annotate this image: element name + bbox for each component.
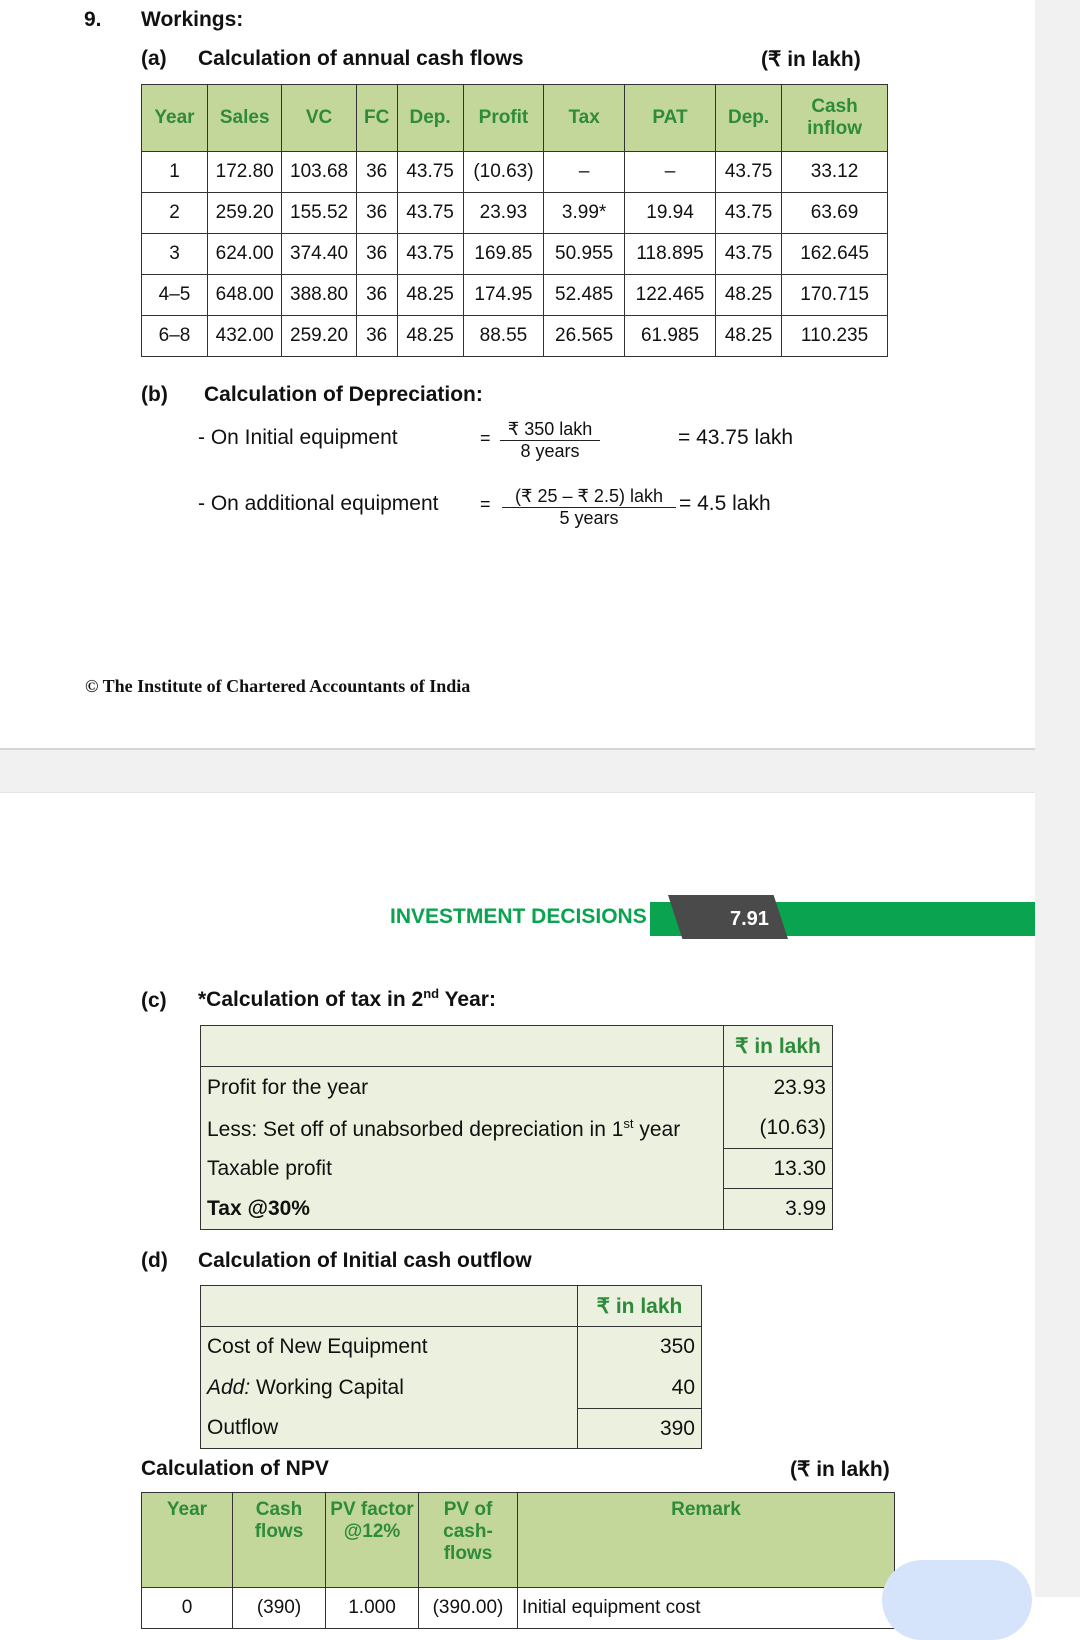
fraction-denominator: 5 years bbox=[559, 508, 619, 528]
cell: 103.68 bbox=[282, 152, 356, 193]
section-a-title: Calculation of annual cash flows bbox=[198, 47, 524, 70]
cash-flow-header-row bbox=[142, 85, 888, 152]
cell: 432.00 bbox=[208, 316, 282, 357]
cell: 50.955 bbox=[544, 234, 625, 275]
cell: 43.75 bbox=[716, 193, 782, 234]
row-value: 350 bbox=[578, 1327, 702, 1368]
cell: Initial equipment cost bbox=[518, 1588, 895, 1629]
cell: 6–8 bbox=[142, 316, 208, 357]
cell: 0 bbox=[142, 1588, 233, 1629]
col-header: Cash flows bbox=[233, 1493, 326, 1588]
label-text: year bbox=[633, 1117, 681, 1141]
table-row bbox=[142, 316, 888, 357]
cell: 624.00 bbox=[208, 234, 282, 275]
label-text: Less: Set off of unabsorbed depreciation in 1 bbox=[207, 1117, 624, 1141]
cell: 43.75 bbox=[716, 234, 782, 275]
cell: 48.25 bbox=[397, 275, 463, 316]
cell: 48.25 bbox=[716, 316, 782, 357]
fraction-denominator: 8 years bbox=[520, 441, 580, 461]
cell: 43.75 bbox=[716, 152, 782, 193]
table-row bbox=[142, 152, 888, 193]
dep-additional-fraction bbox=[502, 486, 676, 529]
blank-header bbox=[201, 1286, 578, 1327]
cell: 170.715 bbox=[782, 275, 888, 316]
npv-table bbox=[141, 1492, 895, 1629]
cell: 36 bbox=[356, 234, 397, 275]
cell: 88.55 bbox=[463, 316, 544, 357]
question-number: 9. bbox=[84, 8, 102, 31]
fraction-numerator: (₹ 25 – ₹ 2.5) lakh bbox=[502, 486, 676, 508]
npv-header-row bbox=[142, 1493, 895, 1588]
cell: 36 bbox=[356, 316, 397, 357]
unit-header: ₹ in lakh bbox=[724, 1026, 833, 1067]
floating-action-button[interactable] bbox=[882, 1560, 1032, 1640]
col-header: VC bbox=[282, 85, 356, 152]
cell: 110.235 bbox=[782, 316, 888, 357]
cell: 1 bbox=[142, 152, 208, 193]
cell: (390.00) bbox=[419, 1588, 518, 1629]
title-text: *Calculation of tax in 2 bbox=[198, 988, 424, 1011]
col-header: PV factor @12% bbox=[326, 1493, 419, 1588]
dep-initial-fraction bbox=[500, 419, 600, 462]
row-label: Taxable profit bbox=[201, 1149, 724, 1189]
section-b-label: (b) bbox=[141, 383, 168, 406]
label-italic: Add: bbox=[207, 1376, 251, 1399]
col-header: Profit bbox=[463, 85, 544, 152]
viewer-margin bbox=[1035, 0, 1080, 1597]
cell: 172.80 bbox=[208, 152, 282, 193]
table-row bbox=[142, 234, 888, 275]
cell: 374.40 bbox=[282, 234, 356, 275]
cell: (10.63) bbox=[463, 152, 544, 193]
section-a-label: (a) bbox=[141, 47, 167, 70]
equals-sign: = bbox=[480, 428, 491, 448]
row-label: Profit for the year bbox=[201, 1067, 724, 1109]
section-d-title: Calculation of Initial cash outflow bbox=[198, 1249, 532, 1272]
page-gap bbox=[0, 748, 1035, 793]
cell: 1.000 bbox=[326, 1588, 419, 1629]
title-sup: nd bbox=[423, 986, 440, 1001]
cell: 118.895 bbox=[624, 234, 715, 275]
row-value: 13.30 bbox=[724, 1149, 833, 1189]
cell: 36 bbox=[356, 275, 397, 316]
cell: – bbox=[544, 152, 625, 193]
dep-additional-result: = 4.5 lakh bbox=[679, 492, 771, 515]
npv-title: Calculation of NPV bbox=[141, 1457, 329, 1480]
section-c-title bbox=[198, 986, 496, 1012]
dep-additional-label: - On additional equipment bbox=[198, 492, 439, 515]
section-b-title: Calculation of Depreciation: bbox=[204, 383, 483, 406]
unit-header: ₹ in lakh bbox=[578, 1286, 702, 1327]
col-header: FC bbox=[356, 85, 397, 152]
cash-flow-table bbox=[141, 84, 888, 357]
row-value: (10.63) bbox=[724, 1109, 833, 1149]
cell: – bbox=[624, 152, 715, 193]
equals-sign: = bbox=[480, 494, 491, 514]
section-d-label: (d) bbox=[141, 1249, 168, 1272]
dep-initial-result: = 43.75 lakh bbox=[678, 426, 794, 449]
cell: 648.00 bbox=[208, 275, 282, 316]
copyright-footer: © The Institute of Chartered Accountants of India bbox=[85, 676, 471, 696]
cell: 4–5 bbox=[142, 275, 208, 316]
col-header: Year bbox=[142, 1493, 233, 1588]
col-header: Remark bbox=[518, 1493, 895, 1588]
cell: 23.93 bbox=[463, 193, 544, 234]
col-header: Year bbox=[142, 85, 208, 152]
cell: 3 bbox=[142, 234, 208, 275]
blank-header bbox=[201, 1026, 724, 1067]
cell: 174.95 bbox=[463, 275, 544, 316]
label-sup: st bbox=[623, 1115, 634, 1131]
col-header: Tax bbox=[544, 85, 625, 152]
cell: 33.12 bbox=[782, 152, 888, 193]
dep-initial-label: - On Initial equipment bbox=[198, 426, 398, 449]
table-row bbox=[142, 193, 888, 234]
cell: 2 bbox=[142, 193, 208, 234]
col-header: Sales bbox=[208, 85, 282, 152]
row-value: 390 bbox=[578, 1409, 702, 1449]
col-header: PV of cash-flows bbox=[419, 1493, 518, 1588]
cell: 48.25 bbox=[397, 316, 463, 357]
col-header: Dep. bbox=[716, 85, 782, 152]
row-label bbox=[201, 1109, 724, 1149]
cell: 52.485 bbox=[544, 275, 625, 316]
col-header: Cash inflow bbox=[782, 85, 888, 152]
workings-title: Workings: bbox=[141, 8, 244, 31]
col-header: PAT bbox=[624, 85, 715, 152]
cell: 26.565 bbox=[544, 316, 625, 357]
section-a-unit: (₹ in lakh) bbox=[761, 48, 861, 71]
cell: 155.52 bbox=[282, 193, 356, 234]
cell: 36 bbox=[356, 152, 397, 193]
row-label bbox=[201, 1368, 578, 1409]
npv-unit: (₹ in lakh) bbox=[790, 1458, 890, 1481]
cell: 61.985 bbox=[624, 316, 715, 357]
cell: 122.465 bbox=[624, 275, 715, 316]
row-value: 23.93 bbox=[724, 1067, 833, 1109]
table-row bbox=[142, 1588, 895, 1629]
cell: 162.645 bbox=[782, 234, 888, 275]
row-label: Tax @30% bbox=[201, 1189, 724, 1230]
col-header: Dep. bbox=[397, 85, 463, 152]
initial-outflow-table bbox=[200, 1285, 702, 1449]
page-number-tab bbox=[668, 895, 788, 939]
row-label: Cost of New Equipment bbox=[201, 1327, 578, 1368]
cell: 43.75 bbox=[397, 234, 463, 275]
label-text: Working Capital bbox=[250, 1376, 404, 1399]
cell: 43.75 bbox=[397, 152, 463, 193]
row-value: 3.99 bbox=[724, 1189, 833, 1230]
table-row bbox=[142, 275, 888, 316]
cell: 169.85 bbox=[463, 234, 544, 275]
cell: 19.94 bbox=[624, 193, 715, 234]
row-label: Outflow bbox=[201, 1409, 578, 1449]
row-value: 40 bbox=[578, 1368, 702, 1409]
cell: (390) bbox=[233, 1588, 326, 1629]
chapter-title: INVESTMENT DECISIONS bbox=[390, 905, 647, 928]
tax-calc-table bbox=[200, 1025, 833, 1230]
cell: 48.25 bbox=[716, 275, 782, 316]
cell: 259.20 bbox=[208, 193, 282, 234]
cell: 259.20 bbox=[282, 316, 356, 357]
fraction-numerator: ₹ 350 lakh bbox=[500, 419, 600, 441]
cell: 43.75 bbox=[397, 193, 463, 234]
cell: 388.80 bbox=[282, 275, 356, 316]
title-text: Year: bbox=[439, 988, 496, 1011]
cell: 63.69 bbox=[782, 193, 888, 234]
cell: 3.99* bbox=[544, 193, 625, 234]
section-c-label: (c) bbox=[141, 989, 167, 1012]
cell: 36 bbox=[356, 193, 397, 234]
page-number: 7.91 bbox=[730, 908, 769, 930]
